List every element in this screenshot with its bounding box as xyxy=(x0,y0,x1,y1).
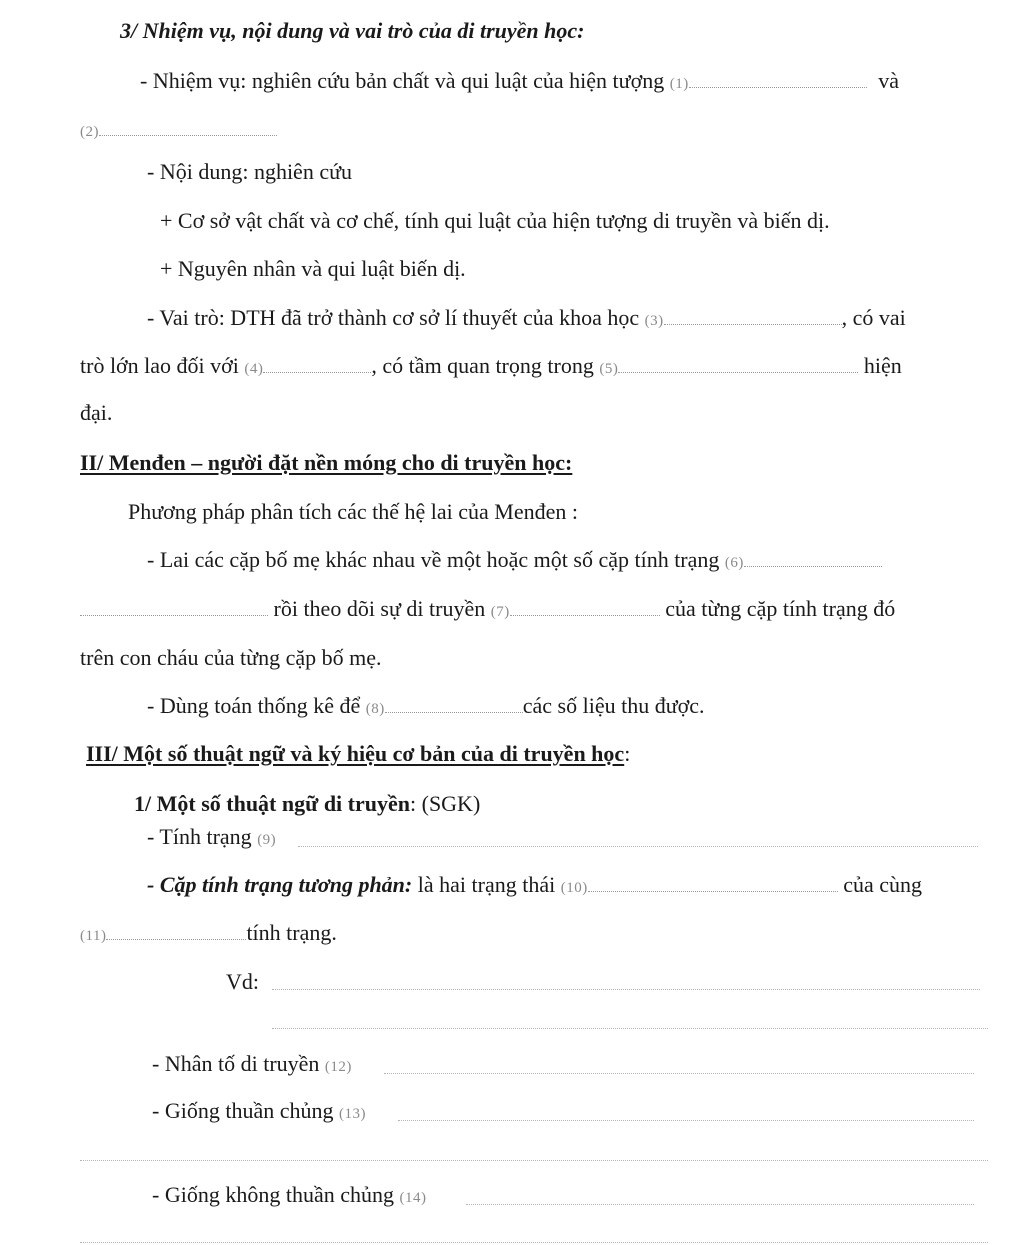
content-item-2: + Nguyên nhân và qui luật biến dị. xyxy=(160,256,466,281)
blank-12[interactable] xyxy=(384,1073,974,1074)
method-bullet-1-cont: rồi theo dõi sự di truyền (7) của từng cặp tính trạng đó xyxy=(80,594,895,627)
blank-14-cont[interactable] xyxy=(80,1242,988,1243)
blank-9[interactable] xyxy=(298,846,978,847)
blank-2-number: (2) xyxy=(80,124,99,140)
section-ii-heading: II/ Menđen – người đặt nền móng cho di truyền học: xyxy=(80,450,573,475)
example-rule-2[interactable] xyxy=(272,1028,988,1029)
blank-5[interactable] xyxy=(618,354,858,373)
blank-7[interactable] xyxy=(510,597,660,616)
content-line: - Nội dung: nghiên cứu xyxy=(147,159,353,184)
role-line-3: đại. xyxy=(80,400,113,425)
blank-12-number: (12) xyxy=(324,1059,352,1075)
blank-13[interactable] xyxy=(398,1120,974,1121)
blank-14[interactable] xyxy=(466,1204,974,1205)
example-rule-1[interactable] xyxy=(272,989,980,990)
method-bullet-2: - Dùng toán thống kê để (8) các số liệu thu được. xyxy=(147,693,705,718)
method-bullet-1: - Lai các cặp bố mẹ khác nhau về một hoặc một số cặp tính trạng (6) xyxy=(147,545,882,578)
blank-1[interactable] xyxy=(689,69,867,88)
blank-11[interactable] xyxy=(106,921,246,940)
blank-6-number: (6) xyxy=(724,555,744,571)
method-line: Phương pháp phân tích các thế hệ lai của Menđen : xyxy=(128,499,578,524)
blank-3-number: (3) xyxy=(644,313,664,329)
role-line: - Vai trò: DTH đã trở thành cơ sở lí thuyết của khoa học (3) , có vai xyxy=(147,305,906,330)
role-line-2: trò lớn lao đối với (4) , có tầm quan trọng trong (5) hiện xyxy=(80,353,902,378)
method-bullet-1-end: trên con cháu của từng cặp bố mẹ. xyxy=(80,645,382,670)
blank-11-number: (11) xyxy=(80,928,107,944)
blank-13-cont[interactable] xyxy=(80,1160,988,1161)
term-14-line: - Giống không thuần chủng (14) xyxy=(152,1182,427,1207)
example-line: Vd: xyxy=(226,969,259,994)
blank-4-number: (4) xyxy=(244,361,264,377)
term-13-line: - Giống thuần chủng (13) xyxy=(152,1098,366,1123)
blank-5-number: (5) xyxy=(599,361,619,377)
task-line: - Nhiệm vụ: nghiên cứu bản chất và qui luật của hiện tượng (1) và xyxy=(140,68,899,93)
blank-8-number: (8) xyxy=(365,701,385,717)
blank-4[interactable] xyxy=(263,354,371,373)
blank-8[interactable] xyxy=(385,694,523,713)
term-pair-line: - Cặp tính trạng tương phản: là hai trạng thái (10) của cùng xyxy=(147,872,922,897)
term-9-line: - Tính trạng (9) xyxy=(147,824,277,849)
blank-9-number: (9) xyxy=(257,832,277,848)
blank-13-number: (13) xyxy=(338,1106,366,1122)
blank-10-number: (10) xyxy=(560,880,588,896)
term-pair-line-2: (11) tính trạng. xyxy=(80,920,337,945)
blank-7-number: (7) xyxy=(490,604,510,620)
subsection-1: 1/ Một số thuật ngữ di truyền: (SGK) xyxy=(134,791,481,816)
blank-2[interactable] xyxy=(99,117,277,136)
section-3-heading: 3/ Nhiệm vụ, nội dung và vai trò của di truyền học: xyxy=(120,18,585,43)
term-12-line: - Nhân tố di truyền (12) xyxy=(152,1051,352,1076)
content-item-1: + Cơ sở vật chất và cơ chế, tính qui luật của hiện tượng di truyền và biến dị. xyxy=(160,208,830,233)
blank-10[interactable] xyxy=(588,873,838,892)
blank-6[interactable] xyxy=(744,548,882,567)
blank-3[interactable] xyxy=(664,306,842,325)
blank-1-number: (1) xyxy=(669,76,689,92)
blank-6-cont[interactable] xyxy=(80,597,268,616)
blank-2-line xyxy=(80,114,277,147)
section-iii-heading: III/ Một số thuật ngữ và ký hiệu cơ bản của di truyền học: xyxy=(86,741,631,766)
blank-14-number: (14) xyxy=(399,1190,427,1206)
